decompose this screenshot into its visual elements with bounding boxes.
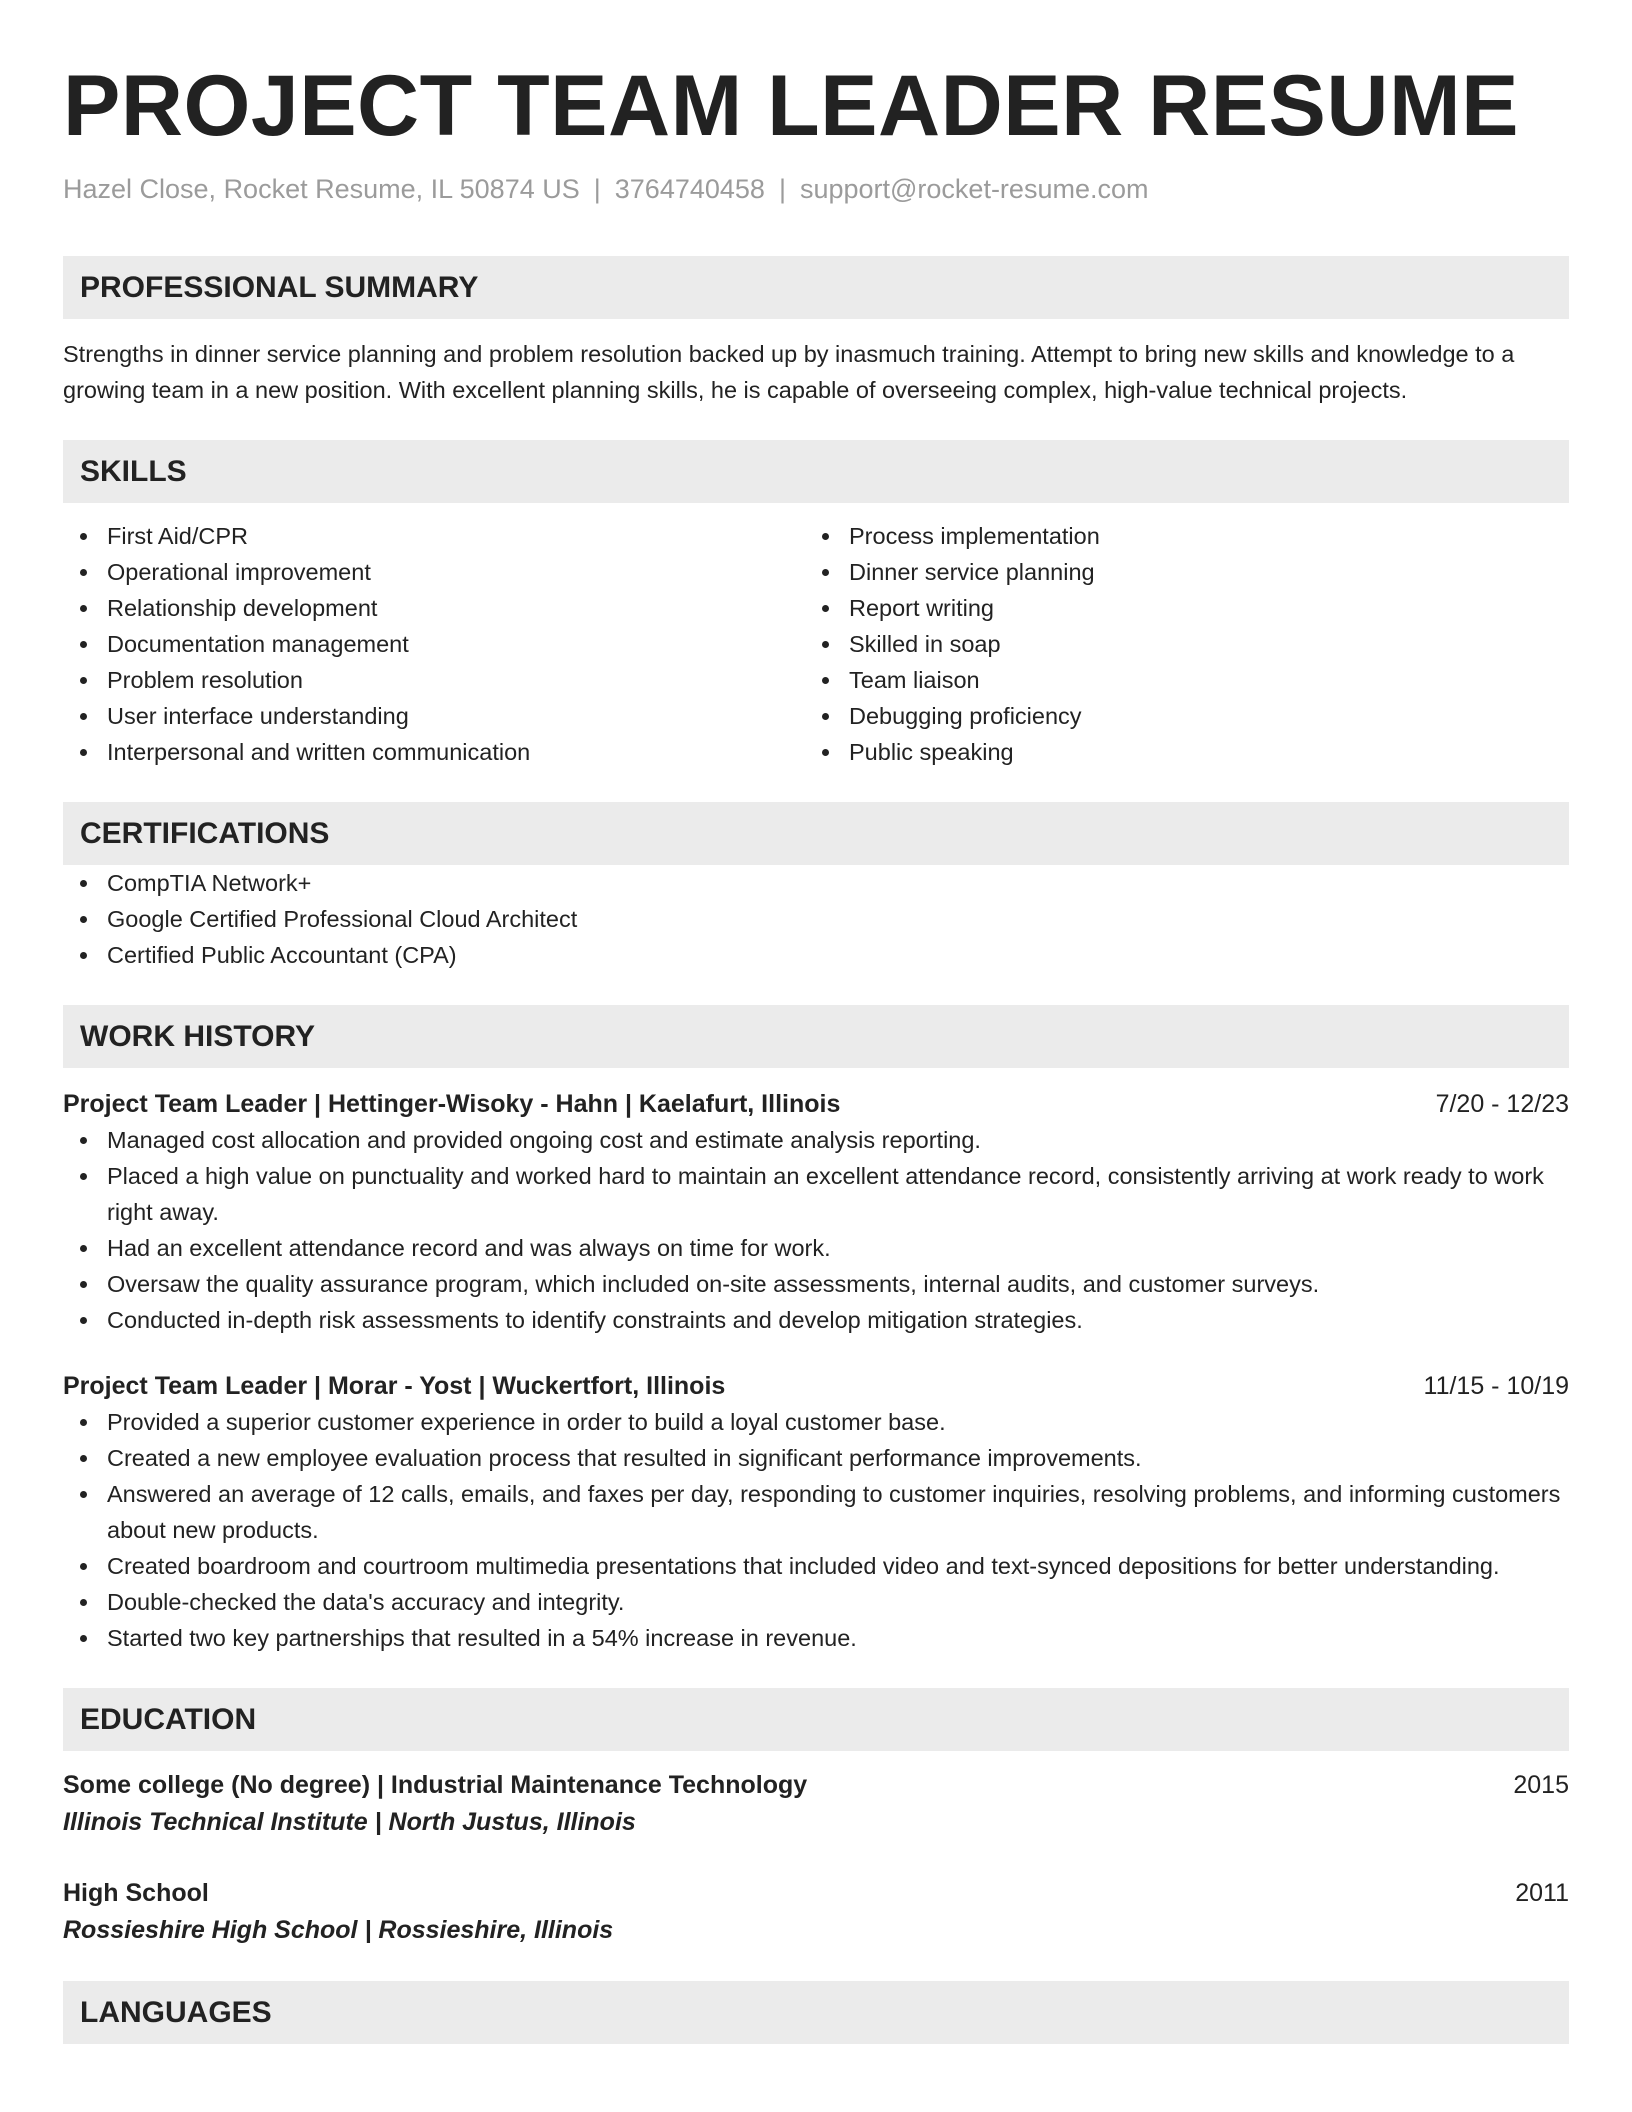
education-year: 2011 — [1515, 1879, 1569, 1907]
education-entry — [63, 1767, 1569, 1841]
skill-item: Documentation management — [63, 626, 805, 662]
job-title: Project Team Leader | Morar - Yost | Wuckertfort, Illinois — [63, 1372, 726, 1400]
certifications-list — [63, 865, 1569, 973]
job-bullets — [63, 1122, 1569, 1338]
skills-column-right — [805, 518, 1547, 770]
job-bullet: Started two key partnerships that resulted in a 54% increase in revenue. — [63, 1620, 1569, 1656]
skill-item: Problem resolution — [63, 662, 805, 698]
summary-text: Strengths in dinner service planning and problem resolution backed up by inasmuch training. Attempt to bring new skills and knowledge to a growing team in a new position. With excellent planning skills, he is capable of overseeing complex, high-value technical projects. — [63, 341, 1515, 403]
skill-item: First Aid/CPR — [63, 518, 805, 554]
job-entry — [63, 1086, 1569, 1338]
section-heading-languages: LANGUAGES — [63, 1981, 1569, 2044]
education-degree: High School — [63, 1879, 209, 1907]
education-degree: Some college (No degree) | Industrial Maintenance Technology — [63, 1771, 808, 1799]
contact-line — [63, 172, 1569, 206]
skill-item: User interface understanding — [63, 698, 805, 734]
job-bullets — [63, 1404, 1569, 1656]
job-bullet: Answered an average of 12 calls, emails, and faxes per day, responding to customer inquiries, resolving problems, and informing customers about new products. — [63, 1476, 1569, 1548]
job-bullet: Had an excellent attendance record and was always on time for work. — [63, 1230, 1569, 1266]
section-heading-education: EDUCATION — [63, 1688, 1569, 1751]
section-heading-work-history: WORK HISTORY — [63, 1005, 1569, 1068]
skill-item: Interpersonal and written communication — [63, 734, 805, 770]
skill-item: Relationship development — [63, 590, 805, 626]
job-bullet: Created a new employee evaluation process that resulted in significant performance improvements. — [63, 1440, 1569, 1476]
skill-item: Report writing — [805, 590, 1547, 626]
skills-grid — [63, 518, 1569, 770]
skill-item: Operational improvement — [63, 554, 805, 590]
skill-item: Debugging proficiency — [805, 698, 1547, 734]
job-bullet: Provided a superior customer experience in order to build a loyal customer base. — [63, 1404, 1569, 1440]
skill-item: Dinner service planning — [805, 554, 1547, 590]
job-bullet: Created boardroom and courtroom multimedia presentations that included video and text-synced depositions for better understanding. — [63, 1548, 1569, 1584]
education-header — [63, 1875, 1569, 1911]
job-header — [63, 1086, 1569, 1122]
job-bullet: Placed a high value on punctuality and worked hard to maintain an excellent attendance record, consistently arriving at work ready to work right away. — [63, 1158, 1569, 1230]
certification-item: CompTIA Network+ — [63, 865, 1569, 901]
section-heading-skills: SKILLS — [63, 440, 1569, 503]
certification-item: Certified Public Accountant (CPA) — [63, 937, 1569, 973]
job-header — [63, 1368, 1569, 1404]
skill-item: Team liaison — [805, 662, 1547, 698]
education-school: Rossieshire High School | Rossieshire, Illinois — [63, 1916, 614, 1944]
skill-item: Process implementation — [805, 518, 1547, 554]
resume-title: PROJECT TEAM LEADER RESUME — [63, 58, 1520, 154]
certification-item: Google Certified Professional Cloud Architect — [63, 901, 1569, 937]
contact-email: support@rocket-resume.com — [799, 174, 1149, 204]
job-dates: 7/20 - 12/23 — [1435, 1090, 1569, 1118]
section-heading-certifications: CERTIFICATIONS — [63, 802, 1569, 865]
contact-phone: 3764740458 — [614, 174, 765, 204]
contact-address: Hazel Close, Rocket Resume, IL 50874 US — [63, 174, 580, 204]
skill-item: Public speaking — [805, 734, 1547, 770]
skills-column-left — [63, 518, 805, 770]
contact-separator: | — [593, 174, 601, 204]
job-entry — [63, 1368, 1569, 1656]
job-title: Project Team Leader | Hettinger-Wisoky - Hahn | Kaelafurt, Illinois — [63, 1090, 841, 1118]
job-bullet: Conducted in-depth risk assessments to identify constraints and develop mitigation strategies. — [63, 1302, 1569, 1338]
job-bullet: Oversaw the quality assurance program, which included on-site assessments, internal audits, and customer surveys. — [63, 1266, 1569, 1302]
job-bullet: Double-checked the data's accuracy and integrity. — [63, 1584, 1569, 1620]
job-dates: 11/15 - 10/19 — [1423, 1372, 1569, 1400]
contact-separator: | — [778, 174, 786, 204]
education-school: Illinois Technical Institute | North Justus, Illinois — [63, 1808, 636, 1836]
education-year: 2015 — [1513, 1771, 1569, 1799]
section-heading-summary: PROFESSIONAL SUMMARY — [63, 256, 1569, 319]
education-header — [63, 1767, 1569, 1803]
education-entry — [63, 1875, 1569, 1949]
skill-item: Skilled in soap — [805, 626, 1547, 662]
job-bullet: Managed cost allocation and provided ongoing cost and estimate analysis reporting. — [63, 1122, 1569, 1158]
